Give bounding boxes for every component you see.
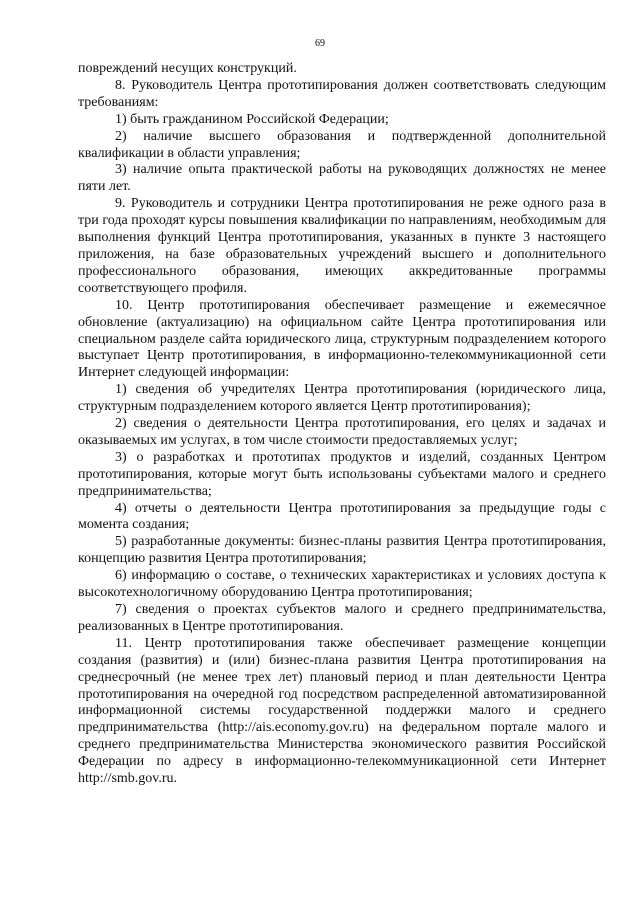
document-body xyxy=(78,61,606,788)
paragraph: 9. Руководитель и сотрудники Центра прототипирования не реже одного раза в три года проходят курсы повышения квалификации по направлениям, необходимым для выполнения функций Центра прототипирования, указанных в пункте 3 настоящего приложения, на базе образовательных учреждений высшего и дополнительного профессионального образования, имеющих аккредитованные программы соответствующего профиля. xyxy=(78,196,606,296)
paragraph: 5) разработанные документы: бизнес-планы развития Центра прототипирования, концепцию развития Центра прототипирования; xyxy=(78,534,606,567)
paragraph: 3) наличие опыта практической работы на руководящих должностях не менее пяти лет. xyxy=(78,162,606,195)
paragraph: 7) сведения о проектах субъектов малого и среднего предпринимательства, реализованных в Центре прототипирования. xyxy=(78,602,606,634)
paragraph: 6) информацию о составе, о технических характеристиках и условиях доступа к высокотехнологичному оборудованию Центра прототипирования; xyxy=(78,568,606,601)
paragraph: 4) отчеты о деятельности Центра прототипирования за предыдущие годы с момента создания; xyxy=(78,500,606,533)
paragraph: 11. Центр прототипирования также обеспечивает размещение концепции создания (развития) и (или) бизнес-плана развития Центра прототипирования на среднесрочный (не менее трех лет) плановый период и план деятельности Центра прототипирования на очередной год посредством распределенной автоматизированной информационной системы государственной поддержки малого и среднего предпринимательства (http://ais.economy.gov.ru) на федеральном портале малого и среднего предпринимательства Министерства экономического развития Российской Федерации по адресу в информационно-телекоммуникационной сети Интернет http://smb.gov.ru. xyxy=(78,635,606,787)
paragraph: повреждений несущих конструкций. xyxy=(78,61,297,76)
paragraph: 8. Руководитель Центра прототипирования должен соответствовать следующим требованиям: xyxy=(78,77,606,110)
paragraph: 2) наличие высшего образования и подтвержденной дополнительной квалификации в области управления; xyxy=(78,128,606,161)
page-number: 69 xyxy=(315,38,325,49)
paragraph: 2) сведения о деятельности Центра прототипирования, его целях и задачах и оказываемых им услугах, в том числе стоимости предоставляемых услуг; xyxy=(78,416,606,448)
paragraph: 1) сведения об учредителях Центра прототипирования (юридического лица, структурным подразделением которого является Центр прототипирования); xyxy=(78,382,606,415)
paragraph: 10. Центр прототипирования обеспечивает размещение и ежемесячное обновление (актуализацию) на официальном сайте Центра прототипирования или специальном разделе сайта юридического лица, структурным подразделением которого выступает Центр прототипирования, в информационно-телекоммуникационной сети Интернет следующей информации: xyxy=(78,297,606,381)
paragraph: 1) быть гражданином Российской Федерации; xyxy=(115,111,389,127)
paragraph: 3) о разработках и прототипах продуктов и изделий, созданных Центром прототипирования, которые могут быть использованы субъектами малого и среднего предпринимательства; xyxy=(78,449,606,499)
